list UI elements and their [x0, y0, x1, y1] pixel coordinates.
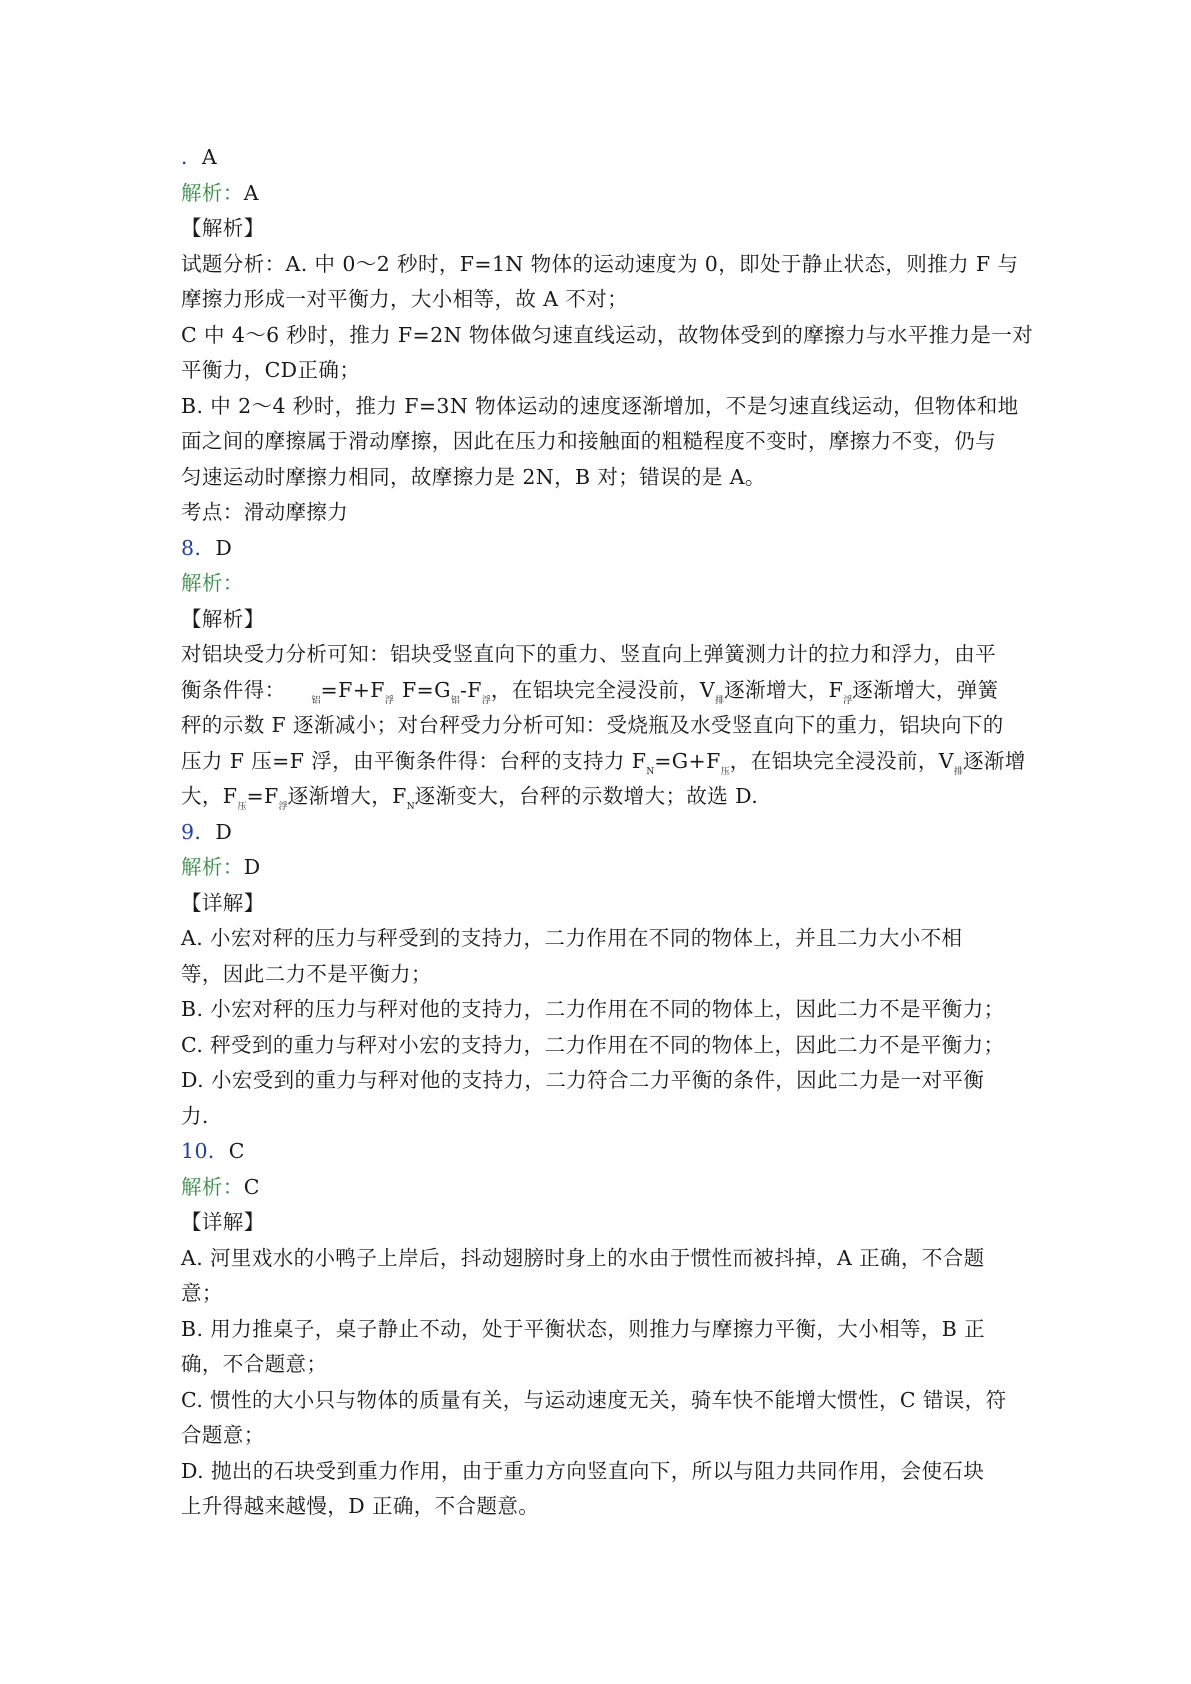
q10-text-line: 合题意；: [181, 1423, 265, 1447]
q10-text-line: 上升得越来越慢，D 正确，不合题意。: [181, 1494, 540, 1518]
q10-text-line: A. 河里戏水的小鸭子上岸后，抖动翅膀时身上的水由于惯性而被抖掉，A 正确，不合题: [181, 1245, 985, 1270]
q7-number: ．: [181, 145, 202, 169]
q7-text-line: B. 中 2～4 秒时，推力 F=3N 物体运动的速度逐渐增加，不是匀速直线运动，但物体和地: [181, 393, 1019, 418]
q10-analysis-label: 解析：: [181, 1174, 244, 1199]
q8-analysis-label: 解析：: [181, 571, 244, 595]
q7-answer-line: [181, 140, 1021, 176]
q10-section-heading: 【详解】: [181, 1210, 265, 1234]
q8-analysis-line: [181, 566, 1021, 602]
q10-text-line: D. 抛出的石块受到重力作用，由于重力方向竖直向下，所以与阻力共同作用，会使石块: [181, 1458, 985, 1483]
q8-answer-line: [181, 531, 1021, 567]
q8-formula-line: 压力 F 压=F 浮，由平衡条件得：台秤的支持力 $F_N=G+F_压$，在铝块完全浸没前，$V_排$逐渐增: [181, 748, 1026, 777]
q9-text-line: 力.: [181, 1103, 209, 1128]
q10-text-line: C. 惯性的大小只与物体的质量有关，与运动速度无关，骑车快不能增大惯性，C 错误，符: [181, 1387, 1007, 1412]
q7-section-heading: 【解析】: [181, 216, 265, 240]
q9-section-heading: 【详解】: [181, 890, 265, 915]
q8-formula-line: 衡条件得： $_铝=F+F_浮$ $F=G_铝-F_浮$，在铝块完全浸没前，$V_排$逐渐增大，$F_浮$逐渐增大，弹簧: [181, 677, 999, 706]
q7-analysis-line: [181, 176, 1021, 212]
q7-text-line: 匀速运动时摩擦力相同，故摩擦力是 2N，B 对；错误的是 A。: [181, 464, 766, 489]
q9-text-line: A. 小宏对秤的压力与秤受到的支持力，二力作用在不同的物体上，并且二力大小不相: [181, 926, 963, 950]
q7-kaodian: 考点：滑动摩擦力: [181, 500, 349, 524]
q10-analysis-value: C: [243, 1174, 260, 1199]
q7-text-line: 平衡力，CD正确；: [181, 358, 361, 382]
q9-text-line: B. 小宏对秤的压力与秤对他的支持力，二力作用在不同的物体上，因此二力不是平衡力；: [181, 997, 1005, 1021]
q10-analysis-line: [181, 1170, 1021, 1206]
q8-formula-line: 大，$F_压=F_浮$逐渐增大，$F_N$逐渐变大，台秤的示数增大；故选 D.: [181, 784, 759, 812]
document-content: [181, 140, 1034, 1525]
q9-analysis-line: [181, 850, 1021, 886]
q8-text-line: 秤的示数 F 逐渐减小；对台秤受力分析可知：受烧瓶及水受竖直向下的重力，铝块向下的: [181, 713, 1004, 737]
q7-text-line: C 中 4～6 秒时，推力 F=2N 物体做匀速直线运动，故物体受到的摩擦力与水平推力是一对: [181, 322, 1034, 347]
q9-answer: D: [215, 819, 233, 844]
q9-text-line: C. 秤受到的重力与秤对小宏的支持力，二力作用在不同的物体上，因此二力不是平衡力；: [181, 1032, 1005, 1057]
q9-answer-line: [181, 815, 1021, 851]
q9-number: 9．: [181, 819, 216, 844]
q10-answer: C: [228, 1139, 245, 1163]
q8-number: 8．: [181, 535, 216, 560]
q7-text-line: 试题分析：A. 中 0～2 秒时，F=1N 物体的运动速度为 0，即处于静止状态，则推力 F 与: [181, 251, 1019, 276]
q8-text-line: 对铝块受力分析可知：铝块受竖直向下的重力、竖直向上弹簧测力计的拉力和浮力，由平: [181, 642, 997, 666]
q10-number: 10．: [181, 1139, 229, 1163]
q9-analysis-label: 解析：: [181, 855, 244, 879]
q10-text-line: B. 用力推桌子，桌子静止不动，处于平衡状态，则推力与摩擦力平衡，大小相等，B 正: [181, 1316, 986, 1341]
q10-answer-line: [181, 1134, 1021, 1170]
q8-section-heading: 【解析】: [181, 606, 265, 631]
q7-analysis-value: A: [243, 180, 259, 205]
q7-analysis-label: 解析：: [181, 180, 244, 205]
q10-text-line: 确，不合题意；: [181, 1352, 328, 1376]
q10-text-line: 意；: [181, 1281, 223, 1305]
q9-analysis-value: D: [243, 855, 261, 879]
q9-text-line: D. 小宏受到的重力与秤对他的支持力，二力符合二力平衡的条件，因此二力是一对平衡: [181, 1068, 985, 1092]
q7-text-line: 摩擦力形成一对平衡力，大小相等，故 A 不对；: [181, 287, 629, 311]
q8-answer: D: [215, 535, 233, 560]
q7-text-line: 面之间的摩擦属于滑动摩擦，因此在压力和接触面的粗糙程度不变时，摩擦力不变，仍与: [181, 429, 997, 453]
q7-answer: A: [201, 145, 218, 169]
q9-text-line: 等，因此二力不是平衡力；: [181, 961, 432, 986]
